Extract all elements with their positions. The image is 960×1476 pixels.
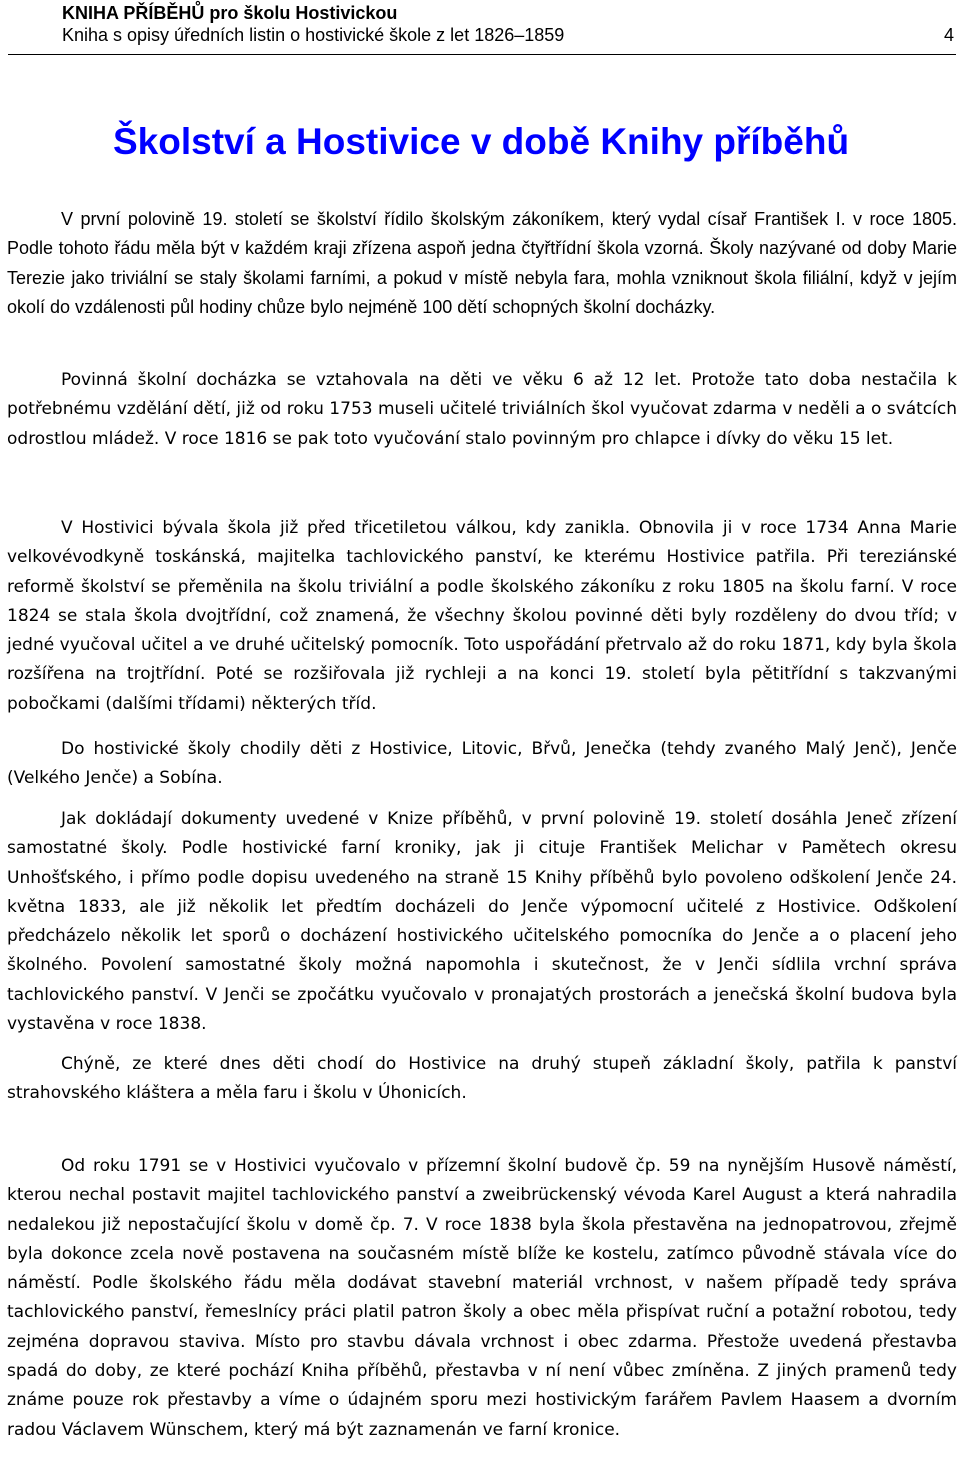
paragraph-1: V první polovině 19. století se školství řídilo školským zákoníkem, který vydal císař František I. v roce 1805. Podle tohoto řádu měla být v každém kraji zřízena aspoň jedna čtyřtřídní škola vzorná. Školy nazývané od doby Marie Terezie jako triviální se staly školami farními, a pokud v místě nebyla fara, mohla vzniknout škola filiální, když v jejím okolí do vzdálenosti půl hodiny chůze bylo nejméně 100 dětí schopných školní docházky.	[7, 209, 957, 317]
paragraph-4-container	[7, 735, 957, 794]
paragraph-6-container	[7, 1050, 957, 1109]
document-title: KNIHA PŘÍBĚHŮ pro školu Hostivickou	[62, 3, 398, 23]
paragraph-2: Povinná školní docházka se vztahovala na děti ve věku 6 až 12 let. Protože tato doba nestačila k potřebnému vzdělání dětí, již od roku 1753 museli učitelé triviálních škol vyučovat zdarma v neděli a o svátcích odrostlou mládež. V roce 1816 se pak toto vyučování stalo povinným pro chlapce i dívky do věku 15 let.	[7, 370, 957, 449]
page-number: 4	[943, 25, 954, 45]
paragraph-1-container	[7, 205, 957, 322]
paragraph-5-container	[7, 805, 957, 1039]
paragraph-5: Jak dokládají dokumenty uvedené v Knize příběhů, v první polovině 19. století dosáhla Jeneč zřízení samostatné školy. Podle hostivické farní kroniky, jak ji cituje František Melichar v Pamětech okresu Unhošťského, i přímo podle dopisu uvedeného na straně 15 Knihy příběhů bylo povoleno odškolení Jenče 24. května 1833, ale již několik let předtím docházeli do Jenče výpomocní učitelé z Hostivice. Odškolení předcházelo několik let sporů o docházení hostivického učitelského pomocníka do Jenče a o placení jeho školného. Povolení samostatné školy možná napomohla i skutečnost, že v Jenči sídlila vrchní správa tachlovického panství. V Jenči se zpočátku vyučovalo v pronajatých prostorách a jenečská školní budova byla vystavěna v roce 1838.	[7, 809, 957, 1035]
document-subtitle: Kniha s opisy úředních listin o hostivické škole z let 1826–1859	[62, 25, 565, 45]
page-header	[8, 2, 956, 46]
paragraph-7-container	[7, 1152, 957, 1445]
paragraph-3: V Hostivici bývala škola již před třicetiletou válkou, kdy zanikla. Obnovila ji v roce 1734 Anna Marie velkovévodkyně toskánská, majitelka tachlovického panství, ke kterému Hostivice patřila. Při tereziánské reformě školství se přeměnila na školu triviální a podle školského zákoníku z roku 1805 na školu farní. V roce 1824 se stala škola dvojtřídní, což znamená, že všechny školou povinné děti byly rozděleny do dvou tříd; v jedné vyučoval učitel a ve druhé učitelský pomocník. Toto uspořádání přetrvalo až do roku 1871, kdy byla škola rozšířena na trojtřídní. Poté se rozšiřovala již rychleji a na konci 19. století byla pětitřídní s takzvanými pobočkami (dalšími třídami) některých tříd.	[7, 518, 957, 714]
header-rule	[8, 54, 956, 55]
paragraph-2-container	[7, 366, 957, 454]
paragraph-6: Chýně, ze které dnes děti chodí do Hostivice na druhý stupeň základní školy, patřila k panství strahovského kláštera a měla faru i školu v Úhonicích.	[7, 1054, 957, 1104]
paragraph-3-container	[7, 514, 957, 719]
paragraph-7: Od roku 1791 se v Hostivici vyučovalo v přízemní školní budově čp. 59 na nynějším Husově náměstí, kterou nechal postavit majitel tachlovického panství a zweibrückenský vévoda Karel August a která nahradila nedalekou již nepostačující školu v domě čp. 7. V roce 1838 byla škola přestavěna na jednopatrovou, zřejmě byla dokonce zcela nově postavena na současném místě blíže ke kostelu, zatímco původně stávala více do náměstí. Podle školského řádu měla dodávat stavební materiál vrchnost, v našem případě tedy správa tachlovického panství, řemeslnícy práci platil patron školy a obec měla přispívat ruční a potažní robotou, tedy zejména dopravou staviva. Místo pro stavbu dávala vrchnost i obec zdarma. Přestože uvedená přestavba spadá do doby, ze které pochází Kniha příběhů, přestavba v ní není vůbec zmíněna. Z jiných pramenů tedy známe pouze rok přestavby a víme o údajném sporu mezi hostivickým farářem Pavlem Haasem a dvorním radou Václavem Wünschem, který má být zaznamenán ve farní kronice.	[7, 1156, 957, 1440]
section-heading: Školství a Hostivice v době Knihy příběhů	[113, 121, 850, 162]
paragraph-4: Do hostivické školy chodily děti z Hostivice, Litovic, Břvů, Jenečka (tehdy zvaného Malý Jenč), Jenče (Velkého Jenče) a Sobína.	[7, 739, 957, 789]
